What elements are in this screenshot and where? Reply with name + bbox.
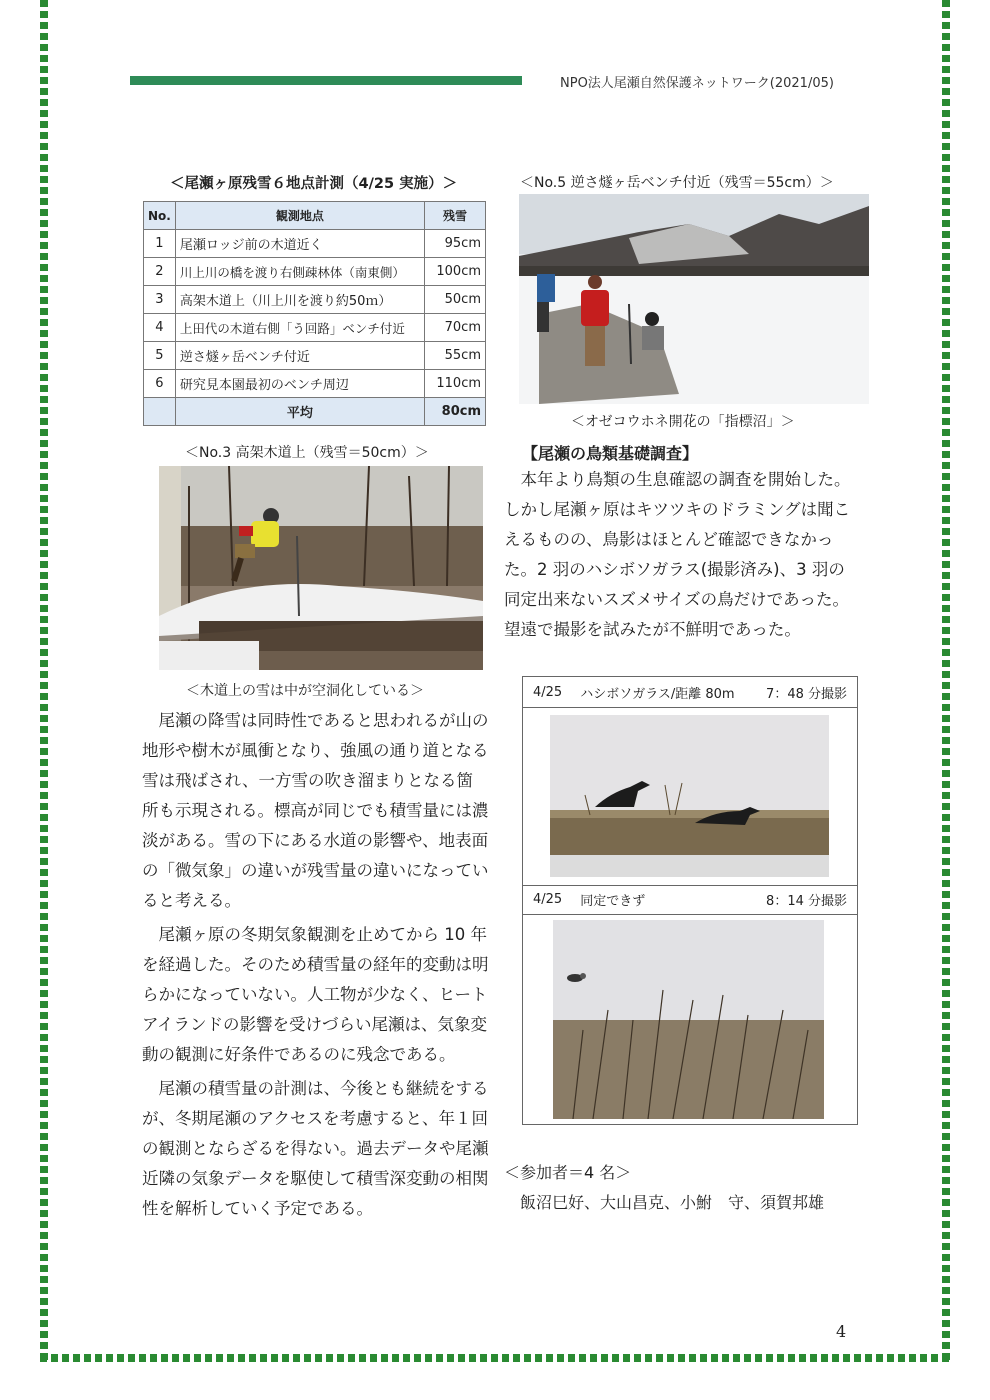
birds-body <box>504 465 854 649</box>
obs-desc: 同定できず <box>580 893 646 909</box>
table-average-row <box>144 398 486 426</box>
row-place: 上田代の木道右側「う回路」ベンチ付近 <box>175 314 424 342</box>
row-place: 尾瀬ロッジ前の木道近く <box>175 230 424 258</box>
row-no: 3 <box>144 286 176 314</box>
avg-value: 80cm <box>425 398 486 426</box>
observation-box-unidentified <box>522 884 858 1125</box>
photo-no3-title: ＜No.3 高架木道上（残雪＝50cm）＞ <box>185 445 429 461</box>
page-number: 4 <box>836 1322 847 1341</box>
table-header-row <box>144 202 486 230</box>
birds-heading: 【尾瀬の鳥類基礎調査】 <box>522 444 699 463</box>
snow-table <box>143 201 486 426</box>
left-body-text <box>142 706 489 1228</box>
row-no: 5 <box>144 342 176 370</box>
photo-unidentified-bird <box>553 920 824 1119</box>
table-row <box>144 286 486 314</box>
birds-paragraph: 本年より鳥類の生息確認の調査を開始した。しかし尾瀬ヶ原はキツツキのドラミングは聞こえるものの、鳥影はほとんど確認できなかった。2 羽のハシボソガラス(撮影済み)、3 羽の同定出来ないスズメサイズの鳥だけであった。望遠で撮影を試みたが不鮮明であった。 <box>504 470 851 639</box>
table-row <box>144 258 486 286</box>
row-snow: 110cm <box>425 370 486 398</box>
obs-time: 8：14 分撮影 <box>766 893 847 909</box>
avg-empty-cell <box>144 398 176 426</box>
bottom-border-decoration <box>40 1354 950 1362</box>
photo-boardwalk-snow <box>159 466 483 670</box>
row-no: 6 <box>144 370 176 398</box>
col-header-snow: 残雪 <box>425 202 486 230</box>
row-no: 2 <box>144 258 176 286</box>
table-row <box>144 314 486 342</box>
row-snow: 95cm <box>425 230 486 258</box>
col-header-no: No. <box>144 202 176 230</box>
row-no: 1 <box>144 230 176 258</box>
col-header-place: 観測地点 <box>175 202 424 230</box>
left-paragraph-2: 尾瀬ヶ原の冬期気象観測を止めてから 10 年を経過した。そのため積雪量の経年的変動は明らかになっていない。人工物が少なく、ヒートアイランドの影響を受けづらい尾瀬は、気象変動の観測に好条件であるのに残念である。 <box>142 925 489 1064</box>
participants-names: 飯沼巳好、大山昌克、小鮒 守、須賀邦雄 <box>520 1193 825 1212</box>
photo-no5-caption: ＜オゼコウホネ開花の「指標沼」＞ <box>571 414 795 430</box>
participants-label: ＜参加者＝4 名＞ <box>504 1163 632 1182</box>
table-row <box>144 230 486 258</box>
obs-date: 4/25 <box>533 891 563 907</box>
obs-time: 7：48 分撮影 <box>766 686 847 702</box>
obs-desc: ハシボソガラス/距離 80m <box>580 686 735 702</box>
row-place: 川上川の橋を渡り右側疎林体（南東側） <box>175 258 424 286</box>
header-bar <box>130 76 522 85</box>
photo-no5-title: ＜No.5 逆さ燧ヶ岳ベンチ付近（残雪＝55cm）＞ <box>520 175 834 191</box>
table-row <box>144 342 486 370</box>
row-snow: 100cm <box>425 258 486 286</box>
left-paragraph-3: 尾瀬の積雪量の計測は、今後とも継続をするが、冬期尾瀬のアクセスを考慮すると、年１回の観測とならざるを得ない。過去データや尾瀬近隣の気象データを駆使して積雪深変動の相関性を解析していく予定である。 <box>142 1079 489 1218</box>
photo-no3-caption: ＜木道上の雪は中が空洞化している＞ <box>186 683 424 699</box>
right-border-decoration <box>942 0 950 1360</box>
header-org: NPO法人尾瀬自然保護ネットワーク(2021/05) <box>560 76 834 91</box>
observation-box-crow <box>522 676 858 886</box>
table-row <box>144 370 486 398</box>
row-snow: 70cm <box>425 314 486 342</box>
observation-header <box>523 884 857 915</box>
row-place: 研究見本園最初のベンチ周辺 <box>175 370 424 398</box>
table-title: ＜尾瀬ヶ原残雪６地点計測（4/25 実施）＞ <box>170 176 458 192</box>
obs-date: 4/25 <box>533 684 563 700</box>
row-snow: 55cm <box>425 342 486 370</box>
row-place: 逆さ燧ヶ岳ベンチ付近 <box>175 342 424 370</box>
photo-snowfield-team <box>519 194 869 404</box>
row-place: 高架木道上（川上川を渡り約50ｍ） <box>175 286 424 314</box>
photo-crows <box>550 715 829 877</box>
left-paragraph-1: 尾瀬の降雪は同時性であると思われるが山の地形や樹木が風衝となり、強風の通り道となる雪は飛ばされ、一方雪の吹き溜まりとなる箇所も示現される。標高が同じでも積雪量には濃淡がある。雪の下にある水道の影響や、地表面の「微気象」の違いが残雪量の違いになっていると考える。 <box>142 711 489 910</box>
row-no: 4 <box>144 314 176 342</box>
row-snow: 50cm <box>425 286 486 314</box>
left-border-decoration <box>40 0 48 1360</box>
observation-header <box>523 677 857 708</box>
avg-label: 平均 <box>175 398 424 426</box>
